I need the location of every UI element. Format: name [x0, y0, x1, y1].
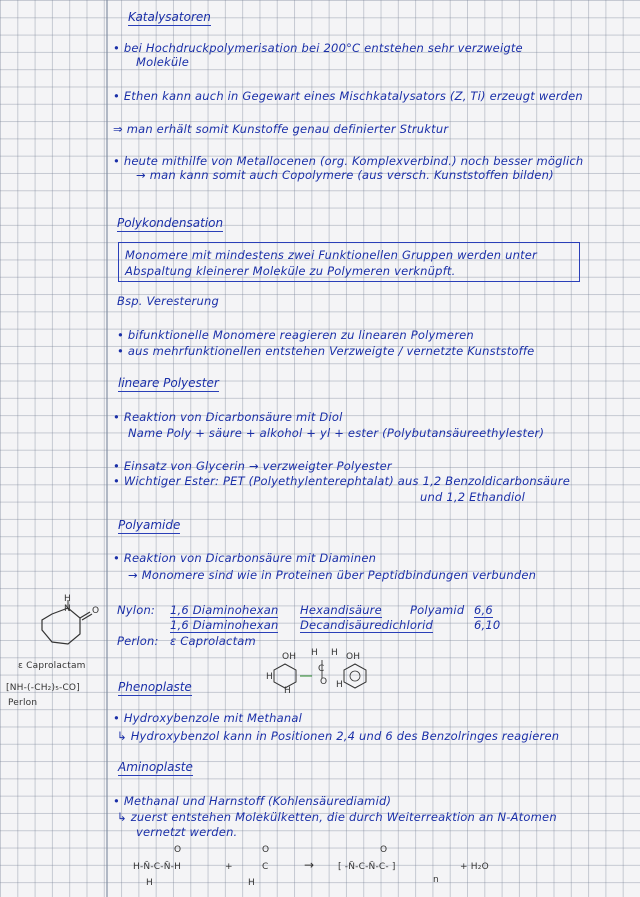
- polyester-line-5: und 1,2 Ethandiol: [420, 490, 526, 504]
- nylon-row1-type: Polyamid: [410, 603, 465, 617]
- example-line-1: • bifunktionelle Monomere reagieren zu linearen Polymeren: [117, 328, 474, 342]
- heading-polycondensation: Polykondensation: [117, 216, 224, 230]
- equation-product-o: O: [380, 845, 388, 855]
- polyester-line-3: • Einsatz von Glycerin → verzweigter Polyester: [113, 459, 392, 473]
- phenoplasts-line-2: ↳ Hydroxybenzol kann in Positionen 2,4 und 6 des Benzolringes reagieren: [117, 729, 560, 743]
- nylon-label: Nylon:: [117, 603, 156, 617]
- equation-plus-water: + H₂O: [460, 862, 489, 872]
- heading-aminoplasts: Aminoplaste: [118, 760, 193, 774]
- heading-catalysts: Katalysatoren: [128, 10, 211, 24]
- equation-urea: H-N̄-C-N̄-H: [133, 862, 182, 872]
- polyester-line-1: • Reaktion von Dicarbonsäure mit Diol: [113, 410, 343, 424]
- catalysts-line-4: ⇒ man erhält somit Kunstoffe genau definierter Struktur: [113, 122, 449, 136]
- nylon-row1-acid: Hexandisäure: [300, 603, 382, 617]
- equation-n: n: [433, 875, 439, 885]
- example-heading: Bsp. Veresterung: [117, 294, 219, 308]
- heading-phenoplasts: Phenoplaste: [118, 680, 192, 694]
- phenol-o: O: [320, 677, 328, 687]
- phenol-h-1: H: [266, 672, 273, 682]
- perlon-value: ε Caprolactam: [170, 634, 256, 648]
- caprolactam-label: ε Caprolactam: [18, 661, 86, 671]
- nylon-row2-number: 6,10: [474, 618, 501, 632]
- phenol-h-2: H: [311, 648, 318, 658]
- phenol-h-4: H: [284, 686, 291, 696]
- nylon-row2-acid: Decandisäuredichlorid: [300, 618, 433, 632]
- perlon-formula: [NH-(-CH₂)₅-CO]: [6, 683, 80, 693]
- nylon-row2-amine: 1,6 Diaminohexan: [170, 618, 279, 632]
- equation-urea-h: H: [146, 878, 153, 888]
- phenol-formaldehyde-sketch: [260, 650, 390, 698]
- page-margin-line: [106, 0, 108, 897]
- equation-arrow: →: [304, 858, 315, 872]
- heading-polyester: lineare Polyester: [118, 376, 219, 390]
- catalysts-line-3: • Ethen kann auch in Gegewart eines Mischkatalysators (Z, Ti) erzeugt werden: [113, 89, 583, 103]
- phenol-h-3: H: [331, 648, 338, 658]
- polyester-line-2: Name Poly + säure + alkohol + yl + ester (Polybutansäureethylester): [128, 426, 545, 440]
- phenol-oh-1: OH: [282, 652, 297, 662]
- catalysts-line-2: Moleküle: [136, 55, 190, 69]
- equation-methanal-c: C: [262, 862, 269, 872]
- phenol-c: C: [318, 664, 325, 674]
- definition-line-2: Abspaltung kleinerer Moleküle zu Polymeren verknüpft.: [125, 264, 456, 278]
- polyamide-line-2: → Monomere sind wie in Proteinen über Peptidbindungen verbunden: [128, 568, 537, 582]
- catalysts-line-6: → man kann somit auch Copolymere (aus versch. Kunststoffen bilden): [136, 168, 554, 182]
- catalysts-line-5: • heute mithilfe von Metallocenen (org. Komplexverbind.) noch besser möglich: [113, 154, 584, 168]
- aminoplasts-line-1: • Methanal und Harnstoff (Kohlensäurediamid): [113, 794, 392, 808]
- phenoplasts-line-1: • Hydroxybenzole mit Methanal: [113, 711, 302, 725]
- ring-h-label: H: [64, 594, 71, 604]
- equation-product: [ -N̄-C-N̄-C- ]: [338, 862, 396, 872]
- caprolactam-ring-sketch: [28, 592, 98, 654]
- example-line-2: • aus mehrfunktionellen entstehen Verzweigte / vernetzte Kunststoffe: [117, 344, 535, 358]
- nylon-row1-number: 6,6: [474, 603, 493, 617]
- polyester-line-4: • Wichtiger Ester: PET (Polyethylenterephtalat) aus 1,2 Benzoldicarbonsäure: [113, 474, 570, 488]
- equation-methanal-h: H: [248, 878, 255, 888]
- perlon-sidebar-label: Perlon: [8, 698, 38, 708]
- catalysts-line-1: • bei Hochdruckpolymerisation bei 200°C entstehen sehr verzweigte: [113, 41, 523, 55]
- aminoplasts-line-3: vernetzt werden.: [136, 825, 238, 839]
- nylon-row1-amine: 1,6 Diaminohexan: [170, 603, 279, 617]
- equation-urea-o: O: [174, 845, 182, 855]
- equation-methanal-o: O: [262, 845, 270, 855]
- perlon-label: Perlon:: [117, 634, 159, 648]
- phenol-h-5: H: [336, 680, 343, 690]
- phenol-oh-2: OH: [346, 652, 361, 662]
- ring-o-label: O: [92, 606, 100, 616]
- heading-polyamide: Polyamide: [118, 518, 181, 532]
- equation-plus-1: +: [225, 862, 233, 872]
- aminoplasts-line-2: ↳ zuerst entstehen Molekülketten, die durch Weiterreaktion an N-Atomen: [117, 810, 557, 824]
- definition-line-1: Monomere mit mindestens zwei Funktionellen Gruppen werden unter: [125, 248, 537, 262]
- polyamide-line-1: • Reaktion von Dicarbonsäure mit Diaminen: [113, 551, 377, 565]
- ring-n-label: N: [64, 604, 71, 614]
